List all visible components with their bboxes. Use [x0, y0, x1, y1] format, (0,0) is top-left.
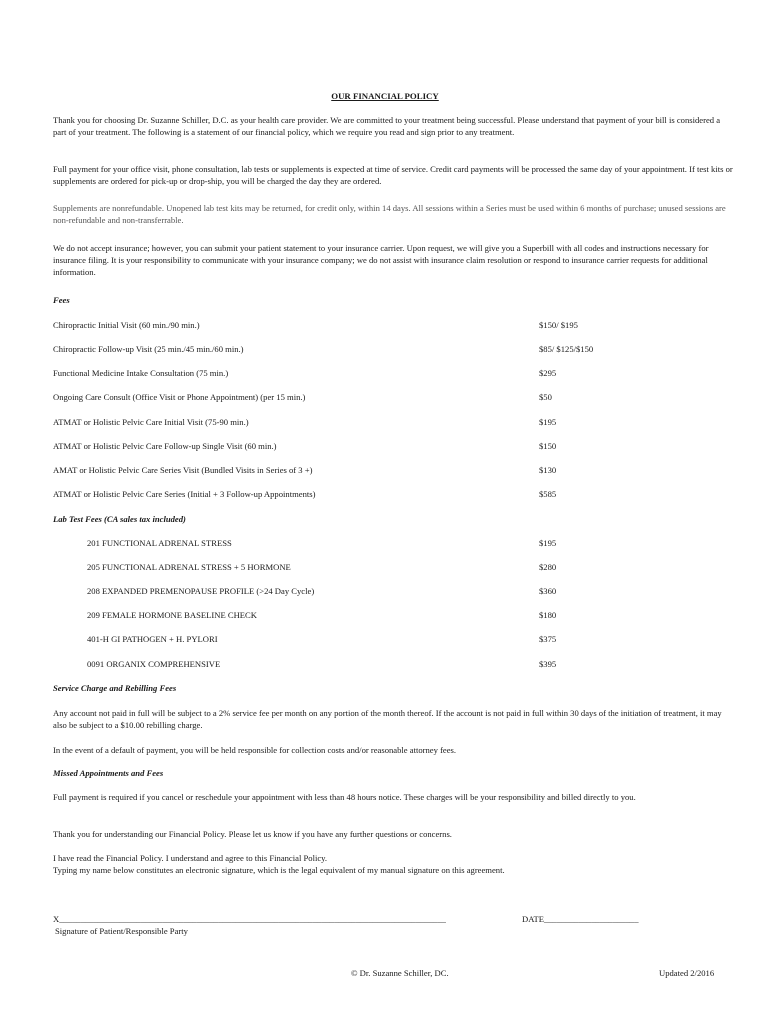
lab-test-name: 0091 ORGANIX COMPREHENSIVE	[87, 659, 221, 669]
agreement-line-1: I have read the Financial Policy. I understand and agree to this Financial Policy.	[53, 853, 328, 863]
lab-fee-row	[53, 609, 733, 621]
fee-description: Chiropractic Follow-up Visit (25 min./45 min./60 min.)	[53, 344, 244, 354]
fee-row	[53, 440, 733, 452]
fee-description: ATMAT or Holistic Pelvic Care Initial Visit (75-90 min.)	[53, 417, 249, 427]
lab-test-price: $395	[539, 659, 557, 669]
fee-description: Ongoing Care Consult (Office Visit or Phone Appointment) (per 15 min.)	[53, 392, 306, 402]
signature-label: Signature of Patient/Responsible Party	[55, 926, 188, 936]
lab-test-name: 208 EXPANDED PREMENOPAUSE PROFILE (>24 Day Cycle)	[87, 586, 315, 596]
footer-updated-date: Updated 2/2016	[659, 968, 715, 978]
fee-description: ATMAT or Holistic Pelvic Care Follow-up Single Visit (60 min.)	[53, 441, 277, 451]
fee-row	[53, 367, 733, 379]
agreement-line-2: Typing my name below constitutes an electronic signature, which is the legal equivalent of my manual signature on this agreement.	[53, 865, 505, 875]
default-paragraph: In the event of a default of payment, you will be held responsible for collection costs and/or reasonable attorney fees.	[53, 745, 457, 755]
fee-description: AMAT or Holistic Pelvic Care Series Visit (Bundled Visits in Series of 3 +)	[53, 465, 313, 475]
lab-fee-row	[53, 561, 733, 573]
supplements-paragraph: Supplements are nonrefundable. Unopened lab test kits may be returned, for credit only, within 14 days. All sessions within a Series must be used within 6 months of purchase; unused sessions are non-refundable and non-transferrable.	[53, 203, 726, 225]
fee-row	[53, 488, 733, 500]
date-field[interactable]: DATE______________________	[522, 914, 639, 924]
lab-test-price: $360	[539, 586, 557, 596]
fees-heading: Fees	[53, 295, 70, 305]
fee-description: Chiropractic Initial Visit (60 min./90 min.)	[53, 320, 200, 330]
lab-test-price: $375	[539, 634, 557, 644]
fee-row	[53, 319, 733, 331]
lab-fees-heading: Lab Test Fees (CA sales tax included)	[53, 514, 186, 524]
lab-test-price: $280	[539, 562, 557, 572]
missed-appointments-paragraph: Full payment is required if you cancel or reschedule your appointment with less than 48 hours notice. These charges will be your responsibility and billed directly to you.	[53, 792, 636, 802]
lab-test-price: $195	[539, 538, 557, 548]
fee-row	[53, 464, 733, 476]
fee-price: $585	[539, 489, 557, 499]
thanks-paragraph: Thank you for understanding our Financial Policy. Please let us know if you have any further questions or concerns.	[53, 829, 452, 839]
fee-price: $85/ $125/$150	[539, 344, 594, 354]
page-title: OUR FINANCIAL POLICY	[331, 91, 439, 101]
lab-test-name: 209 FEMALE HORMONE BASELINE CHECK	[87, 610, 257, 620]
signature-field[interactable]: X__________________________________________________________________________________________	[53, 914, 446, 924]
fee-description: Functional Medicine Intake Consultation (75 min.)	[53, 368, 229, 378]
fee-row	[53, 343, 733, 355]
lab-fee-row	[53, 537, 733, 549]
intro-paragraph: Thank you for choosing Dr. Suzanne Schiller, D.C. as your health care provider. We are committed to your treatment being successful. Please understand that payment of your bill is considered a part of your treatment. The following is a statement of our financial policy, which we require you read and sign prior to any treatment.	[53, 115, 721, 137]
payment-paragraph: Full payment for your office visit, phone consultation, lab tests or supplements is expected at time of service. Credit card payments will be processed the same day of your appointment. If test kits or supplements are ordered for pick-up or drop-ship, you will be charged the day they are ordered.	[53, 164, 733, 186]
fee-price: $150	[539, 441, 557, 451]
lab-test-name: 205 FUNCTIONAL ADRENAL STRESS + 5 HORMONE	[87, 562, 291, 572]
lab-test-name: 201 FUNCTIONAL ADRENAL STRESS	[87, 538, 232, 548]
lab-fee-row	[53, 658, 733, 670]
service-charge-heading: Service Charge and Rebilling Fees	[53, 683, 177, 693]
fee-row	[53, 416, 733, 428]
lab-test-price: $180	[539, 610, 557, 620]
fee-price: $150/ $195	[539, 320, 578, 330]
insurance-paragraph: We do not accept insurance; however, you can submit your patient statement to your insurance carrier. Upon request, we will give you a Superbill with all codes and instructions necessary for insurance filing. It is your responsibility to communicate with your insurance company; we do not assist with insurance claim resolution or respond to insurance carrier requests for additional information.	[53, 243, 709, 277]
lab-fee-row	[53, 633, 733, 645]
footer-copyright: © Dr. Suzanne Schiller, DC.	[351, 968, 449, 978]
fee-description: ATMAT or Holistic Pelvic Care Series (Initial + 3 Follow-up Appointments)	[53, 489, 316, 499]
fee-price: $195	[539, 417, 557, 427]
lab-fee-row	[53, 585, 733, 597]
fee-price: $130	[539, 465, 557, 475]
lab-test-name: 401-H GI PATHOGEN + H. PYLORI	[87, 634, 218, 644]
service-charge-paragraph: Any account not paid in full will be subject to a 2% service fee per month on any portion of the month thereof. If the account is not paid in full within 30 days of the initiation of treatment, it may also be subject to a $10.00 rebilling charge.	[53, 708, 722, 730]
fee-row	[53, 391, 733, 403]
fee-price: $50	[539, 392, 552, 402]
fee-price: $295	[539, 368, 557, 378]
missed-appointments-heading: Missed Appointments and Fees	[53, 768, 164, 778]
